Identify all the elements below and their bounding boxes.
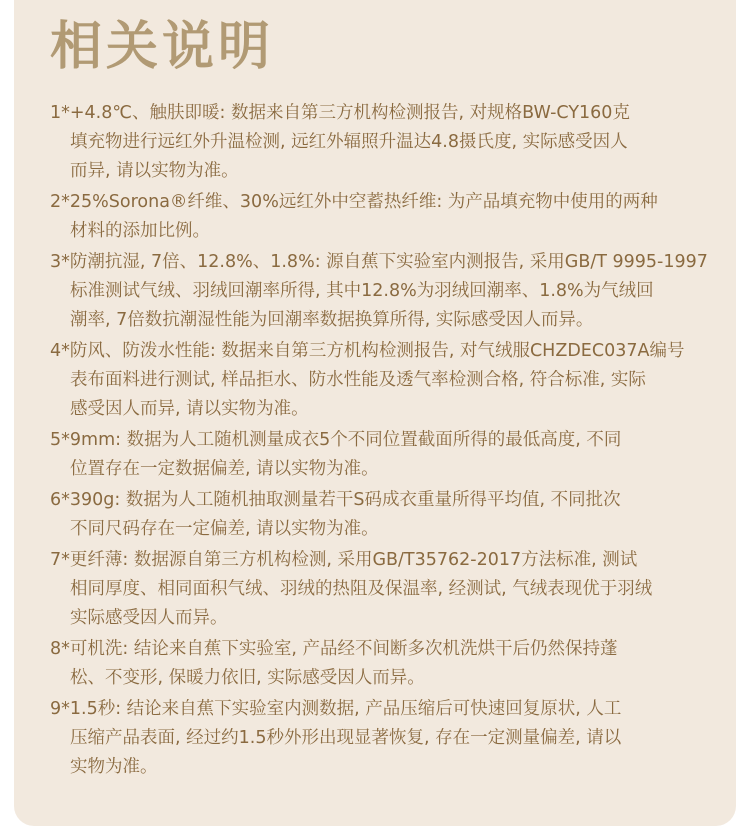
- note-text-continued: 潮率, 7倍数抗潮湿性能为回潮率数据换算所得, 实际感受因人而异。: [70, 310, 594, 330]
- note-text-continued: 材料的添加比例。: [70, 221, 210, 241]
- note-text: 5*9mm: 数据为人工随机测量成衣5个不同位置截面所得的最低高度, 不同: [50, 430, 622, 450]
- note-text: 6*390g: 数据为人工随机抽取测量若干S码成衣重量所得平均值, 不同批次: [50, 490, 621, 510]
- note-text-continued: 压缩产品表面, 经过约1.5秒外形出现显著恢复, 存在一定测量偏差, 请以: [70, 728, 622, 748]
- note-text-continued: 松、不变形, 保暖力依旧, 实际感受因人而异。: [70, 668, 425, 688]
- note-text-continued: 标准测试气绒、羽绒回潮率所得, 其中12.8%为羽绒回潮率、1.8%为气绒回: [70, 281, 654, 301]
- note-text-continued: 填充物进行远红外升温检测, 远红外辐照升温达4.8摄氏度, 实际感受因人: [70, 132, 628, 152]
- note-text-continued: 表布面料进行测试, 样品拒水、防水性能及透气率检测合格, 符合标准, 实际: [70, 370, 646, 390]
- note-text-continued: 相同厚度、相同面积气绒、羽绒的热阻及保温率, 经测试, 气绒表现优于羽绒: [70, 579, 653, 599]
- note-text: 4*防风、防泼水性能: 数据来自第三方机构检测报告, 对气绒服CHZDEC037A编号: [50, 341, 685, 361]
- note-item: [50, 426, 710, 484]
- note-text: 1*+4.8℃、触肤即暖: 数据来自第三方机构检测报告, 对规格BW-CY160克: [50, 103, 630, 123]
- note-item: [50, 188, 710, 246]
- note-item: [50, 99, 710, 186]
- note-text: 9*1.5秒: 结论来自蕉下实验室内测数据, 产品压缩后可快速回复原状, 人工: [50, 699, 622, 719]
- note-item: [50, 337, 710, 424]
- note-text-continued: 不同尺码存在一定偏差, 请以实物为准。: [70, 519, 379, 539]
- note-item: [50, 546, 710, 633]
- notes-list: [50, 99, 710, 784]
- note-item: [50, 635, 710, 693]
- note-item: [50, 486, 710, 544]
- page-title: 相关说明: [50, 17, 275, 77]
- note-text-continued: 感受因人而异, 请以实物为准。: [70, 399, 309, 419]
- note-item: [50, 695, 710, 782]
- note-text-continued: 实际感受因人而异。: [70, 608, 228, 628]
- note-item: [50, 248, 710, 335]
- note-text: 3*防潮抗湿, 7倍、12.8%、1.8%: 源自蕉下实验室内测报告, 采用GB/T 9995-1997: [50, 252, 708, 272]
- note-text-continued: 位置存在一定数据偏差, 请以实物为准。: [70, 459, 379, 479]
- note-text: 8*可机洗: 结论来自蕉下实验室, 产品经不间断多次机洗烘干后仍然保持蓬: [50, 639, 618, 659]
- note-text-continued: 而异, 请以实物为准。: [70, 161, 239, 181]
- note-text: 2*25%Sorona®纤维、30%远红外中空蓄热纤维: 为产品填充物中使用的两种: [50, 192, 658, 212]
- note-text-continued: 实物为准。: [70, 757, 158, 777]
- note-text: 7*更纤薄: 数据源自第三方机构检测, 采用GB/T35762-2017方法标准, 测试: [50, 550, 638, 570]
